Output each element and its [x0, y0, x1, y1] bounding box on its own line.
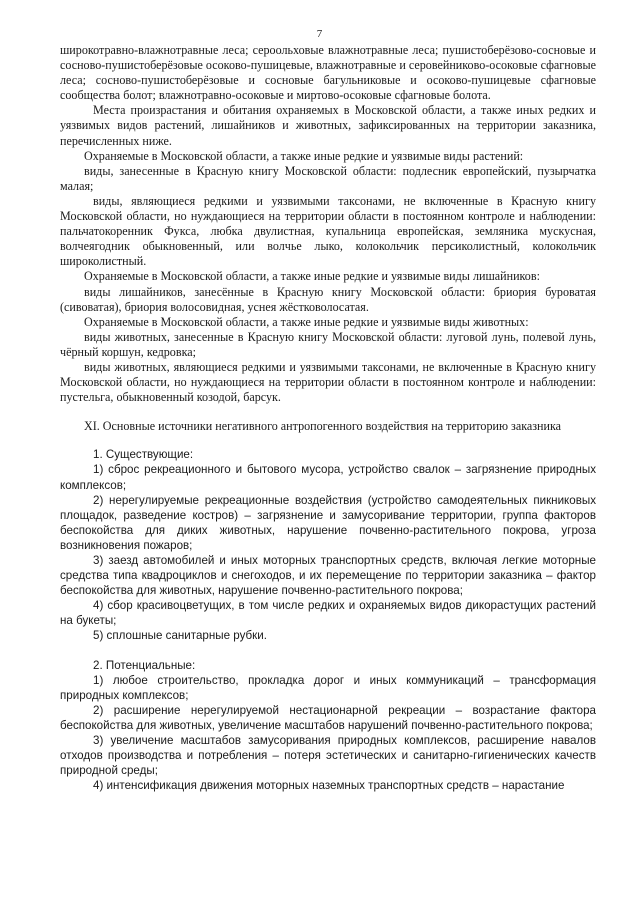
page-number: 7	[316, 28, 323, 40]
paragraph-lichens-red-book: виды лишайников, занесённые в Красную книгу Московской области: бриория буроватая (сивоватая), бриория волосовидная, уснея жёстковолосатая.	[60, 284, 596, 314]
list-item-potential-4: 4) интенсификация движения моторных наземных транспортных средств – нарастание	[93, 779, 565, 793]
list-item-existing-5: 5) сплошные санитарные рубки.	[93, 629, 267, 643]
paragraph-forest-types: широкотравно-влажнотравные леса; сероольховые влажнотравные леса; пушистоберёзово-сосновые и сосново-пушистоберёзовые осоково-пушицевые, влажнотравные и серовейниково-осоковые сфагновые леса; сосново-пушистоберёзовые и сосновые багульниковые и осоково-пушицевые сфагновые сообщества болот; влажнотравно-осоковые и миртово-осоковые сфагновые болота.	[60, 43, 596, 103]
list-item-potential-1: 1) любое строительство, прокладка дорог и иных коммуникаций – трансформация природных комплексов;	[60, 673, 596, 702]
section-heading-xi: XI. Основные источники негативного антропогенного воздействия на территорию заказника	[84, 419, 562, 434]
document-body	[60, 43, 596, 793]
list-item-potential-2: 2) расширение нерегулируемой нестационарной рекреации – возрастание фактора беспокойства для животных, увеличение масштабов нарушений почвенно-растительного покрова;	[60, 703, 596, 732]
list-item-existing-4: 4) сбор красивоцветущих, в том числе редких и охраняемых видов дикорастущих растений на букеты;	[60, 599, 596, 628]
paragraph-plants-heading: Охраняемые в Московской области, а также иные редкие и уязвимые виды растений:	[84, 148, 524, 163]
paragraph-lichens-heading: Охраняемые в Московской области, а также иные редкие и уязвимые виды лишайников:	[84, 269, 540, 284]
list-item-potential-3: 3) увеличение масштабов замусоривания природных комплексов, расширение навалов отходов производства и потребления – потеря эстетических и санитарно-гигиенических качеств природной среды;	[60, 734, 596, 778]
paragraph-plants-red-book: виды, занесенные в Красную книгу Московской области: подлесник европейский, пузырчатка малая;	[60, 163, 596, 193]
paragraph-animals-red-book: виды животных, занесенные в Красную книгу Московской области: луговой лунь, полевой лунь, чёрный коршун, кедровка;	[60, 329, 596, 359]
list-item-existing-1: 1) сброс рекреационного и бытового мусора, устройство свалок – загрязнение природных комплексов;	[60, 463, 596, 492]
list-item-existing-2: 2) нерегулируемые рекреационные воздействия (устройство самодеятельных пикниковых площадок, разведение костров) – загрязнение и замусоривание территории, группа факторов беспокойства для диких животных, нарушение почвенно-растительного покрова, угроза возникновения пожаров;	[60, 493, 596, 552]
subsection-potential: 2. Потенциальные:	[93, 658, 196, 672]
list-item-existing-3: 3) заезд автомобилей и иных моторных транспортных средств, включая легкие моторные средства типа квадроциклов и снегоходов, и их перемещение по территории заказника – фактор беспокойства для животных, нарушение почвенно-растительного покрова;	[60, 554, 596, 598]
paragraph-plants-rare: виды, являющиеся редкими и уязвимыми таксонами, не включенные в Красную книгу Московской области, но нуждающиеся на территории области в постоянном контроле и наблюдении: пальчатокоренник Фукса, любка двулистная, купальница европейская, земляника мускусная, волчеягодник обыкновенный, или волчье лыко, колокольчик персиколистный, колокольчик широколистный.	[60, 193, 596, 269]
paragraph-animals-rare: виды животных, являющиеся редкими и уязвимыми таксонами, не включенные в Красную книгу Московской области, но нуждающиеся на территории области в постоянном контроле и наблюдении: пустельга, обыкновенный козодой, барсук.	[60, 359, 596, 405]
paragraph-habitats-intro: Места произрастания и обитания охраняемых в Московской области, а также иных редких и уязвимых видов растений, лишайников и животных, зафиксированных на территории заказника, перечисленных ниже.	[60, 103, 596, 148]
subsection-existing: 1. Существующие:	[93, 448, 194, 462]
paragraph-animals-heading: Охраняемые в Московской области, а также иные редкие и уязвимые виды животных:	[84, 314, 529, 329]
